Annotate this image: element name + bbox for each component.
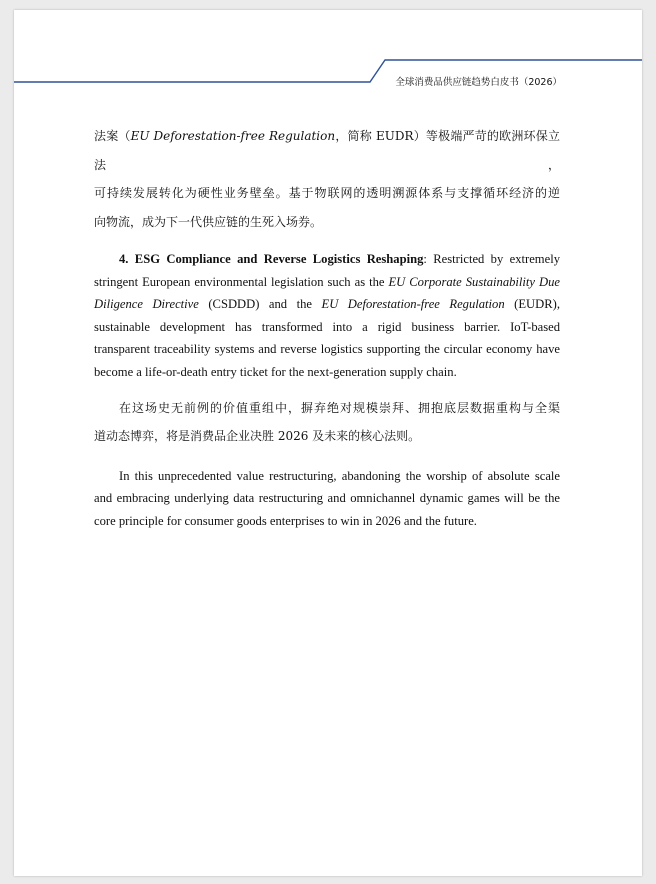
paragraph-cn-2 [94,394,560,451]
paragraph-en-1-line-5: transparent traceability systems and reverse logistics supporting the circular economy have [94,342,560,357]
header-title: 全球消费品供应链趋势白皮书（2026） [395,77,562,88]
document-body [94,122,560,532]
paragraph-en-1-line-6: become a life-or-death entry ticket for the next-generation supply chain. [94,364,457,379]
paragraph-cn-1-line-3: 向物流，成为下一代供应链的生死入场券。 [94,214,323,229]
paragraph-en-2-line-1: In this unprecedented value restructuring, abandoning the worship of absolute scale [119,468,560,483]
eudr-title-italic: EU Deforestation-free Regulation [130,129,336,143]
paragraph-en-2-line-3: core principle for consumer goods enterprises to win in 2026 and the future. [94,513,477,528]
paragraph-cn-1 [94,122,560,236]
paragraph-en-1-line-2: stringent European environmental legislation such as the EU Corporate Sustainability Due [94,274,560,289]
paragraph-en-1 [94,248,560,384]
paragraph-en-1-line-4: sustainable development has transformed into a rigid business barrier. IoT-based [94,319,560,334]
paragraph-cn-1-line-1: 法案（EU Deforestation-free Regulation，简称 EUDR）等极端严苛的欧洲环保立法， [94,129,560,172]
paragraph-cn-2-line-2: 道动态博弈，将是消费品企业决胜 2026 及未来的核心法则。 [94,429,421,444]
paragraph-en-2-line-2: and embracing underlying data restructuring and omnichannel dynamic games will be the [94,491,560,506]
paragraph-cn-2-line-1: 在这场史无前例的价值重组中，摒弃绝对规模崇拜、拥抱底层数据重构与全渠 [119,400,560,415]
paragraph-en-2 [94,465,560,533]
document-page [14,10,642,876]
paragraph-en-1-line-3: Diligence Directive (CSDDD) and the EU Deforestation-free Regulation (EUDR), [94,297,560,312]
section-heading: 4. ESG Compliance and Reverse Logistics Reshaping [119,252,424,266]
paragraph-en-1-line-1: 4. ESG Compliance and Reverse Logistics Reshaping: Restricted by extremely [119,252,560,266]
paragraph-cn-1-line-2: 可持续发展转化为硬性业务壁垒。基于物联网的透明溯源体系与支撑循环经济的逆 [94,186,560,200]
